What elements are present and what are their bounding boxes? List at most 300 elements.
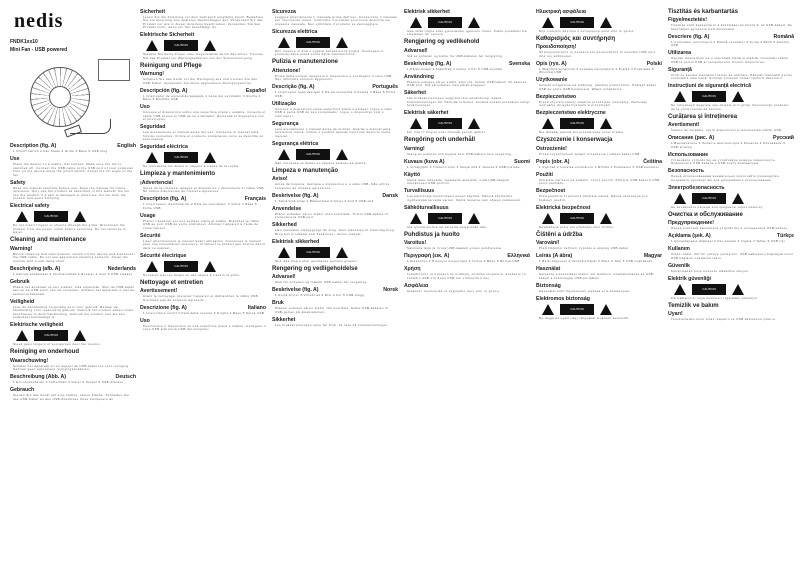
- heading-text: Seguridad: [140, 124, 166, 130]
- section-heading: [536, 146, 662, 152]
- section-body: Slå av enheten og koble fra USB-kabelen før rengjøring.: [407, 53, 504, 58]
- heading-text: Advarsel!: [404, 47, 428, 54]
- section-body: Coloque el dispositivo sobre una superficie plana y estable. Conecte el cable USB al puerto USB de su ordenador. Encienda el dispositivo con el interruptor.: [143, 110, 266, 121]
- heading-text: Advarsel!: [272, 274, 296, 280]
- language-label: Nederlands: [107, 265, 136, 272]
- heading-text: Καθαρισμός και συντήρηση: [536, 35, 616, 42]
- caution-label: CAUTION: [34, 330, 68, 341]
- heading-text: Beschreibung (Abb. A): [10, 374, 67, 380]
- section-heading: [536, 205, 662, 211]
- heading-text: Sicherheit: [140, 8, 166, 15]
- section-heading: [140, 213, 266, 219]
- section-heading: [140, 280, 266, 286]
- caution-label: CAUTION: [692, 193, 726, 204]
- section-body: Leggere attentamente il manuale prima dell'uso. Conservare il manuale per riferimento futuro. Utilizzare il prodotto solo come descritto nel presente manuale. Non utilizzare il prodotto se danneggiato.: [275, 14, 398, 26]
- heading-text: Sécurité: [140, 232, 161, 239]
- warning-triangle-icon: [542, 17, 554, 28]
- warning-triangle-icon: [468, 213, 480, 224]
- heading-text: Περιγραφή (εικ. A): [404, 253, 450, 259]
- section-heading: [10, 203, 136, 209]
- section-heading: [140, 233, 266, 239]
- section-body: 1 Interruptor de encendido/apagado 2 Aspa del ventilador 3 Rejilla 4 Base 5 Enchufe USB: [143, 93, 261, 101]
- warning-triangle-icon: [336, 149, 348, 160]
- caution-label: CAUTION: [34, 211, 68, 222]
- section-body: No introduzca los dedos ni objetos a través de la rejilla.: [143, 164, 240, 168]
- section-body: Antes da limpeza, desligue o dispositivo e o cabo USB. Não utilize solventes de limpeza agressivos.: [275, 182, 390, 190]
- section-heading: [404, 137, 530, 143]
- language-label: Magyar: [643, 253, 662, 259]
- section-body: Prima della pulizia, spegnere il dispositivo e scollegare il cavo USB. Non utilizzare solventi aggressivi.: [275, 73, 393, 81]
- warning-triangle-icon: [278, 247, 290, 258]
- section-body: Ne dugja az ujjait vagy tárgyakat a rácson keresztül.: [539, 315, 630, 320]
- heading-text: Sécurité électrique: [140, 252, 187, 259]
- heading-text: Bezpieczeństwo: [536, 93, 577, 100]
- section-body: Stellen Sie das Gerät auf eine stabile, ebene Fläche. Schließen Sie das USB-Kabel an den USB-Anschluss Ihres Computers an.: [13, 393, 130, 401]
- heading-text: Tisztítás és karbantartás: [668, 8, 738, 15]
- heading-text: Nettoyage et entretien: [140, 279, 204, 286]
- warning-triangle-icon: [204, 152, 216, 163]
- warning-triangle-icon: [468, 118, 480, 129]
- section-body: Před čištěním zařízení vypněte a odpojte USB kabel.: [539, 246, 630, 250]
- section-heading: [668, 263, 794, 269]
- heading-text: Użytkowanie: [536, 77, 568, 83]
- section-body: Les bruksanvisningen nøye før bruk. Ta vare på bruksanvisningen.: [275, 322, 389, 327]
- warning-triangle-icon: [542, 118, 554, 129]
- section-body: 1 Açma/kapama düğmesi 2 Fan kanadı 3 Izgara 4 Taban 5 USB fişi: [671, 239, 785, 243]
- section-body: 1 Be/ki kapcsoló 2 Ventilátorlapát 3 Rács 4 Talp 5 USB csatlakozó: [539, 259, 653, 263]
- section-body: Nu introduceți degetele sau obiecte prin grilaj. Deconectați produsul de la priză înainte de service.: [671, 103, 789, 111]
- section-body: 1 Tænd/sluk-knap 2 Blæserblad 3 Gitter 4 Fod 5 USB-stik: [275, 198, 374, 203]
- section-body: Перед очисткой выключите устройство и отсоедините USB-кабель.: [671, 226, 789, 230]
- heading-text: Rengøring og vedligeholdelse: [272, 265, 358, 272]
- section-body: Antes de la limpieza, apague el dispositivo y desconecte el cable USB. No utilice disolventes de limpieza agresivos.: [143, 185, 266, 193]
- caution-symbols: [16, 211, 136, 222]
- caution-symbols: [542, 304, 662, 315]
- section-heading: [272, 101, 398, 107]
- heading-text: Sikkerhet: [272, 316, 296, 323]
- heading-text: Siguranță: [668, 66, 692, 73]
- section-body: Read the manual carefully before use. Keep the manual for future reference. Only use the product as described in this manual. Do not use the product if a part is damaged or defective. Do not drop the product and avoid bumping.: [13, 185, 130, 200]
- heading-text: Descriere (fig. A): [668, 33, 710, 40]
- heading-text: Очистка и обслуживание: [668, 211, 743, 218]
- section-body: Stik ikke fingre eller genstande gennem gitteret.: [275, 258, 359, 263]
- heading-text: Electrical safety: [10, 203, 50, 209]
- section-heading: [10, 358, 136, 364]
- section-body: 1 Interruptor ligar/desligar 2 Pá da ventoinha 3 Grelha 4 Base 5 Ficha USB: [275, 90, 396, 98]
- section-body: 1 On/off switch 2 Fan blade 3 Grille 4 Base 5 USB plug: [13, 149, 108, 153]
- heading-text: Anvendelse: [272, 205, 302, 212]
- heading-text: Предупреждение!: [668, 220, 714, 226]
- heading-text: Utilizarea: [668, 50, 692, 56]
- warning-triangle-icon: [278, 37, 290, 48]
- section-heading: [272, 193, 398, 199]
- section-heading: [10, 349, 136, 355]
- language-label: English: [117, 143, 136, 149]
- fan-illustration: [10, 57, 136, 137]
- language-label: Polski: [646, 60, 662, 67]
- caution-label: CAUTION: [296, 247, 330, 258]
- caution-label: CAUTION: [560, 118, 594, 129]
- section-body: Placer enheden på en stabil, plan overflade. Tilslut USB-kablet til computerens USB-port.: [275, 211, 389, 219]
- language-label: Ελληνικά: [507, 253, 530, 259]
- caution-label: CAUTION: [164, 261, 198, 272]
- heading-text: Varoitus!: [404, 240, 427, 246]
- heading-text: Turvallisuus: [404, 188, 435, 194]
- section-body: Temizlemeden önce cihazı kapatın ve USB kablosunu çıkarın.: [671, 317, 777, 321]
- section-heading: [10, 322, 136, 328]
- section-heading: [272, 141, 398, 147]
- section-heading: [140, 9, 266, 15]
- heading-text: Use: [10, 156, 20, 162]
- heading-text: Descripción (fig. A): [140, 87, 188, 94]
- heading-text: Reinigung und Pflege: [140, 62, 202, 69]
- section-body: Plasser enheten på en stabil, flat overflate. Koble USB-kabelen til USB-porten på datamaskinen.: [275, 306, 389, 314]
- section-body: Placera enheten på en stabil, plan yta. Anslut USB-kabeln till datorns USB-port. Slå på enheten med på/av-knappen.: [407, 79, 527, 87]
- heading-text: Användning: [404, 73, 434, 80]
- fan-hub-drawing: [49, 86, 71, 108]
- heading-text: Limpeza e manutenção: [272, 167, 339, 174]
- heading-text: Limpieza y mantenimiento: [140, 171, 216, 177]
- heading-text: Sähköturvallisuus: [404, 204, 449, 211]
- caution-label: CAUTION: [692, 284, 726, 295]
- section-body: Plaats het apparaat op een stabiel, vlak oppervlak. Sluit de USB-kabel aan op de USB-poort van uw computer. Schakel het apparaat in met de aan/uit-schakelaar.: [13, 284, 135, 296]
- section-heading: [140, 171, 266, 177]
- section-heading: [668, 114, 794, 120]
- heading-text: Description (fig. A): [10, 143, 57, 149]
- section-heading: [404, 232, 530, 238]
- caution-symbols: [674, 193, 794, 204]
- heading-text: Χρήση: [404, 266, 421, 272]
- section-heading: [404, 146, 530, 152]
- warning-triangle-icon: [204, 40, 216, 51]
- heading-text: Açıklama (şek. A): [668, 233, 711, 239]
- heading-text: Sicurezza elettrica: [272, 28, 318, 35]
- heading-text: Beschrijving (afb. A): [10, 265, 61, 272]
- warning-triangle-icon: [600, 17, 612, 28]
- section-body: 1 Włącznik/wyłącznik 2 Łopatka wentylatora 3 Kratka 4 Podstawa 5 Wtyczka USB: [539, 66, 654, 74]
- warning-triangle-icon: [410, 118, 422, 129]
- caution-label: CAUTION: [692, 91, 726, 102]
- section-body: Használat előtt figyelmesen olvassa el a kézikönyvet.: [539, 288, 631, 293]
- heading-text: Elektrická bezpečnost: [536, 204, 591, 211]
- section-heading: [404, 39, 530, 45]
- warning-triangle-icon: [146, 40, 158, 51]
- caution-symbols: [410, 17, 530, 28]
- heading-text: Popis (obr. A): [536, 158, 570, 165]
- column-4: [404, 6, 530, 562]
- heading-text: Usage: [140, 212, 156, 219]
- heading-text: Cleaning and maintenance: [10, 237, 87, 243]
- section-heading: [404, 61, 530, 67]
- section-heading: [272, 206, 398, 212]
- heading-text: Описание (рис. A): [668, 135, 715, 141]
- heading-text: ¡Advertencia!: [140, 179, 174, 186]
- caution-label: CAUTION: [164, 152, 198, 163]
- section-heading: [272, 121, 398, 127]
- warning-triangle-icon: [674, 193, 686, 204]
- warning-triangle-icon: [204, 261, 216, 272]
- section-heading: [140, 63, 266, 69]
- section-heading: [536, 94, 662, 100]
- heading-text: Προειδοποίηση!: [536, 44, 577, 50]
- heading-text: Uso: [140, 104, 150, 110]
- column-6: [668, 6, 794, 562]
- section-body: 1 Выключатель 2 Лопасть вентилятора 3 Решетка 4 Основание 5 USB-штекер: [671, 141, 786, 149]
- section-heading: [536, 283, 662, 289]
- warning-triangle-icon: [16, 211, 28, 222]
- section-heading: [272, 29, 398, 35]
- section-body: Placez l'appareil sur une surface plane et stable. Branchez le câble USB au port USB de votre ordinateur. Allumez l'appareil à l'aide de l'interrupteur.: [143, 218, 260, 230]
- caution-symbols: [16, 330, 136, 341]
- section-heading: [404, 205, 530, 211]
- section-body: Не вставляйте пальцы или предметы через решетку.: [671, 204, 764, 209]
- section-body: Steek geen vingers of voorwerpen door het rooster.: [13, 342, 102, 346]
- section-body: 1 Av/på-bryter 2 Viftebl ad 3 Rist 4 Fot 5 USB-plugg: [275, 293, 365, 297]
- heading-text: Segurança: [272, 120, 299, 127]
- section-body: Înainte de curățare, opriți dispozitivul și deconectați cablul USB.: [671, 128, 783, 132]
- caution-label: CAUTION: [560, 304, 594, 315]
- section-heading: [668, 152, 794, 158]
- heading-text: Reiniging en onderhoud: [10, 349, 79, 355]
- section-body: Απενεργοποιήστε τη συσκευή και αποσυνδέστε το καλώδιο USB πριν από τον καθαρισμό.: [539, 50, 656, 58]
- product-title: Mini Fan - USB powered: [10, 47, 68, 53]
- warning-triangle-icon: [468, 17, 480, 28]
- heading-text: Käyttö: [404, 171, 421, 178]
- heading-text: Elektrisk sikkerhet: [404, 8, 450, 15]
- heading-text: Bruk: [272, 300, 284, 306]
- section-heading: [536, 9, 662, 15]
- section-heading: [10, 279, 136, 285]
- language-label: Türkçe: [776, 233, 794, 239]
- heading-text: Beskrivelse (fig. A): [272, 287, 319, 293]
- section-body: Διαβάστε προσεκτικά το εγχειρίδιο πριν από τη χρήση.: [407, 288, 501, 293]
- heading-text: Opis (rys. A): [536, 60, 567, 67]
- fan-inset-drawing: [98, 59, 130, 81]
- section-heading: [404, 283, 530, 289]
- section-heading: [536, 159, 662, 165]
- heading-text: Elektrisk sikkerhed: [272, 238, 320, 245]
- caution-symbols: [674, 91, 794, 102]
- heading-text: Bezpieczeństwo elektryczne: [536, 110, 606, 116]
- section-body: 1 Vypínač 2 Lopatka ventilátoru 3 Mřížka 4 Podstavec 5 USB konektor: [539, 164, 660, 169]
- section-body: Posizionare il dispositivo su una superficie piana e stabile. Collegare il cavo USB alla porta USB del computer.: [143, 323, 266, 331]
- heading-text: Güvenlik: [668, 262, 690, 269]
- heading-text: Temizlik ve bakım: [668, 302, 719, 309]
- warning-triangle-icon: [600, 118, 612, 129]
- language-label: Deutsch: [115, 374, 136, 380]
- heading-text: Sicurezza: [272, 8, 296, 15]
- section-body: Before cleaning and maintenance, switch off the device and disconnect the USB cable. Do not use aggressive cleaning solvents. Clean the outside with a soft damp cloth.: [13, 251, 135, 263]
- section-heading: [10, 266, 136, 272]
- caution-label: CAUTION: [560, 213, 594, 224]
- language-label: Dansk: [382, 192, 398, 199]
- warning-triangle-icon: [542, 304, 554, 315]
- caution-label: CAUTION: [164, 40, 198, 51]
- section-heading: [404, 74, 530, 80]
- section-body: Umieść urządzenie na stabilnej, płaskiej powierzchni. Podłącz kabel USB do portu USB komputera. Włącz urządzenie.: [539, 83, 657, 91]
- section-body: 1 Aan/uit-schakelaar 2 Ventilatorblad 3 Rooster 4 Voet 5 USB-stekker: [13, 271, 133, 276]
- section-body: Lisez attentivement le manuel avant utilisation. Conservez le manuel pour une consultation ultérieure. N'utilisez le produit que comme décrit dans ce manuel.: [143, 238, 266, 250]
- language-label: Čeština: [643, 158, 662, 165]
- section-body: Nie wkładaj palców ani przedmiotów przez kratkę.: [539, 130, 625, 134]
- column-2: [140, 6, 266, 562]
- section-heading: [536, 172, 662, 178]
- section-body: Leia atentamente o manual antes de utilizar. Guarde o manual para referência futura. Utilize o produto apenas conforme descrito neste manual.: [275, 126, 391, 138]
- section-heading: [404, 159, 530, 165]
- heading-text: Leírás (A ábra): [536, 253, 573, 259]
- heading-text: Sikkerhed: [272, 222, 297, 228]
- heading-text: Puhdistus ja huolto: [404, 231, 460, 238]
- caution-symbols: [410, 213, 530, 224]
- heading-text: Warnung!: [140, 71, 165, 77]
- caution-symbols: [410, 118, 530, 129]
- section-heading: [272, 239, 398, 245]
- section-body: Non inserire le dita o oggetti attraverso la griglia. Scollegare il prodotto dalla presa prima della manutenzione.: [275, 48, 384, 56]
- section-body: Lees de handleiding zorgvuldig door voor gebruik. Bewaar de handleiding voor toekomstig gebruik. Gebruik het product alleen zoals beschreven in deze handleiding. Gebruik het product niet als een onderdeel beschadigd is.: [13, 304, 134, 319]
- section-heading: [140, 253, 266, 259]
- section-body: 1 Interrupteur marche/arrêt 2 Pale du ventilateur 3 Grille 4 Base 5 Fiche USB: [143, 202, 258, 210]
- section-heading: [668, 67, 794, 73]
- section-heading: [536, 232, 662, 238]
- heading-text: Elektrische Sicherheit: [140, 32, 195, 38]
- section-heading: [272, 68, 398, 74]
- section-body: Helyezze a készüléket stabil, sík felületre. Csatlakoztassa az USB-kábelt a számítógép USB-portjához.: [539, 272, 655, 280]
- model-number: FNDK1xx10: [10, 39, 38, 45]
- column-5: [536, 6, 662, 562]
- caution-label: CAUTION: [560, 17, 594, 28]
- heading-text: Warning!: [10, 245, 33, 252]
- heading-text: Waarschuwing!: [10, 357, 49, 364]
- heading-text: Curățarea și întreținerea: [668, 113, 738, 120]
- section-heading: [536, 137, 662, 143]
- section-body: N'insérez pas les doigts ou des objets à travers la grille.: [143, 272, 241, 277]
- section-heading: [10, 299, 136, 305]
- section-body: Ikke stikk fingre eller gjenstander gjennom risten. Koble produktet fra strømmen før service.: [407, 28, 527, 36]
- section-body: Sluk for enheden og frakobl USB-kablet før rengøring.: [275, 280, 368, 284]
- caution-label: CAUTION: [428, 118, 462, 129]
- warning-triangle-icon: [732, 91, 744, 102]
- section-heading: [140, 305, 266, 311]
- section-heading: [668, 34, 794, 40]
- warning-triangle-icon: [732, 284, 744, 295]
- caution-symbols: [278, 37, 398, 48]
- section-body: Cihazı sabit, düz bir yüzeye yerleştirin. USB kablosunu bilgisayarınızın USB bağlantı noktasına takın.: [671, 252, 794, 260]
- warning-triangle-icon: [74, 330, 86, 341]
- section-body: Τοποθετήστε τη συσκευή σε σταθερή, επίπεδη επιφάνεια. Συνδέστε το καλώδιο USB στη θύρα USB του υπολογιστή σας.: [407, 272, 526, 280]
- heading-text: Czyszczenie i konserwacja: [536, 137, 613, 143]
- section-heading: [668, 83, 794, 89]
- section-heading: [668, 9, 794, 15]
- heading-text: Elektromos biztonság: [536, 295, 590, 302]
- heading-text: Segurança elétrica: [272, 140, 319, 147]
- heading-text: Safety: [10, 179, 26, 186]
- section-body: Não introduza os dedos ou objetos através da grelha.: [275, 160, 368, 165]
- column-3: [272, 6, 398, 562]
- language-label: Français: [244, 196, 266, 202]
- caution-symbols: [542, 17, 662, 28]
- caution-symbols: [146, 261, 266, 272]
- section-heading: [536, 36, 662, 42]
- section-body: Μην εισάγετε δάχτυλα ή αντικείμενα μέσα από τη γρίλια.: [539, 28, 636, 33]
- heading-text: Kullanım: [668, 246, 690, 252]
- section-body: Lesen Sie die Anleitung vor dem Gebrauch sorgfältig durch. Bewahren Sie die Anleitung zum späteren Nachschlagen auf. Verwenden Sie das Produkt nur wie in dieser Anleitung beschrieben. Verwenden Sie das Produkt nicht, wenn ein Teil beschädigt ist.: [143, 14, 264, 29]
- caution-symbols: [674, 284, 794, 295]
- section-body: Przed czyszczeniem wyłącz urządzenie i odłącz kabel USB.: [539, 151, 641, 156]
- section-body: 1 På/av-knapp 2 Fläktblad 3 Galler 4 Fot 5 USB-kontakt: [407, 66, 503, 71]
- caution-label: CAUTION: [296, 149, 330, 160]
- warning-triangle-icon: [600, 213, 612, 224]
- section-body: Place the device on a stable, flat surface. Make sure the fan is switched off. Connect the USB cable to the USB port of your computer. Turn on the device using the on/off switch. Adjust the tilt angle of the fan.: [13, 162, 135, 177]
- caution-symbols: [542, 118, 662, 129]
- section-body: Așezați dispozitivul pe o suprafață plană și stabilă. Conectați cablul USB la portul USB al computerului. Porniți dispozitivul.: [671, 56, 789, 64]
- section-body: Umístěte zařízení na stabilní, rovný povrch. Připojte USB kabel k USB portu počítače.: [539, 177, 660, 185]
- caution-symbols: [146, 152, 266, 163]
- section-heading: [10, 246, 136, 252]
- section-heading: [140, 144, 266, 150]
- section-heading: [272, 9, 398, 15]
- caution-label: CAUTION: [428, 17, 462, 28]
- section-heading: [272, 266, 398, 272]
- language-label: Italiano: [247, 304, 266, 311]
- section-body: Sammuta laite ja irrota USB-kaapeli ennen puhdistusta.: [407, 246, 503, 250]
- section-body: Coloque o dispositivo numa superfície plana e estável. Ligue o cabo USB à porta USB do seu computador. Ligue o dispositivo com o interruptor.: [275, 106, 393, 118]
- section-body: Do not insert fingers or objects through the grille. Disconnect the product from the power outlet before servicing. Do not immerse in water.: [13, 223, 127, 234]
- heading-text: Безопасность: [668, 168, 704, 174]
- section-heading: [404, 172, 530, 178]
- section-heading: [404, 48, 530, 54]
- heading-text: Aviso!: [272, 176, 288, 182]
- warning-triangle-icon: [542, 213, 554, 224]
- heading-text: Elektrik güvenliği: [668, 275, 711, 282]
- section-body: Læs manualen omhyggeligt før brug. Gem manualen til fremtidig brug. Brug kun produktet som beskrevet i denne manual.: [275, 228, 396, 236]
- heading-text: Ασφάλεια: [404, 282, 429, 289]
- heading-text: Gebrauch: [10, 387, 35, 393]
- section-body: Lea atentamente el manual antes del uso. Conserve el manual para futuras consultas. Utilice el producto únicamente como se describe en este manual.: [143, 130, 264, 141]
- section-heading: [668, 185, 794, 191]
- section-heading: [140, 32, 266, 38]
- language-label: Português: [372, 84, 398, 90]
- language-label: Svenska: [508, 60, 530, 67]
- section-body: Läs bruksanvisningen noggrant före användning. Spara bruksanvisningen för framtida referens. Använd endast produkten enligt beskrivningen.: [407, 96, 530, 107]
- section-body: 1 Comutator pornit/oprit 2 Paletă ventilator 3 Grilaj 4 Bază 5 Ștecher USB: [671, 39, 790, 47]
- heading-text: Avertissement!: [140, 288, 178, 294]
- section-body: Avant le nettoyage, éteignez l'appareil et débranchez le câble USB. N'utilisez pas de solvants agressifs.: [143, 294, 260, 302]
- section-body: Před použitím si pozorně přečtěte návod. Návod uschovejte pro budoucí použití.: [539, 194, 648, 202]
- heading-text: Säkerhet: [404, 90, 426, 96]
- warning-triangle-icon: [732, 193, 744, 204]
- warning-triangle-icon: [16, 330, 28, 341]
- heading-text: Ostrzeżenie!: [536, 145, 567, 152]
- heading-text: Veiligheid: [10, 298, 35, 305]
- caution-label: CAUTION: [428, 213, 462, 224]
- section-body: Tisztítás előtt kapcsolja ki a készüléket és húzza ki az USB-kábelt. Ne használjon agresszív tisztítószereket.: [671, 23, 793, 31]
- section-body: Älä työnnä sormia tai esineitä suojaritilän läpi.: [407, 224, 488, 229]
- heading-text: Beskrivelse (fig. A): [272, 192, 319, 199]
- warning-triangle-icon: [674, 91, 686, 102]
- section-heading: [536, 296, 662, 302]
- section-body: Schalten Sie das Gerät vor der Reinigung aus und trennen Sie das USB-Kabel. Verwenden Sie keine aggressiven Reinigungsmittel.: [143, 77, 258, 85]
- language-label: Español: [245, 87, 266, 94]
- caution-symbols: [278, 149, 398, 160]
- section-body: Установите устройство на устойчивую ровную поверхность. Подключите USB-кабель к USB-порту компьютера.: [671, 157, 777, 165]
- section-body: 1 Ein-/Ausschalter 2 Lüfterblatt 3 Gitter 4 Sockel 5 USB-Stecker: [13, 380, 124, 384]
- heading-text: Varning!: [404, 145, 425, 152]
- warning-triangle-icon: [336, 37, 348, 48]
- fan-plug-drawing: [64, 125, 82, 138]
- section-heading: [140, 88, 266, 94]
- heading-text: Rengjøring og vedlikehold: [404, 39, 480, 45]
- language-label: Română: [773, 33, 794, 40]
